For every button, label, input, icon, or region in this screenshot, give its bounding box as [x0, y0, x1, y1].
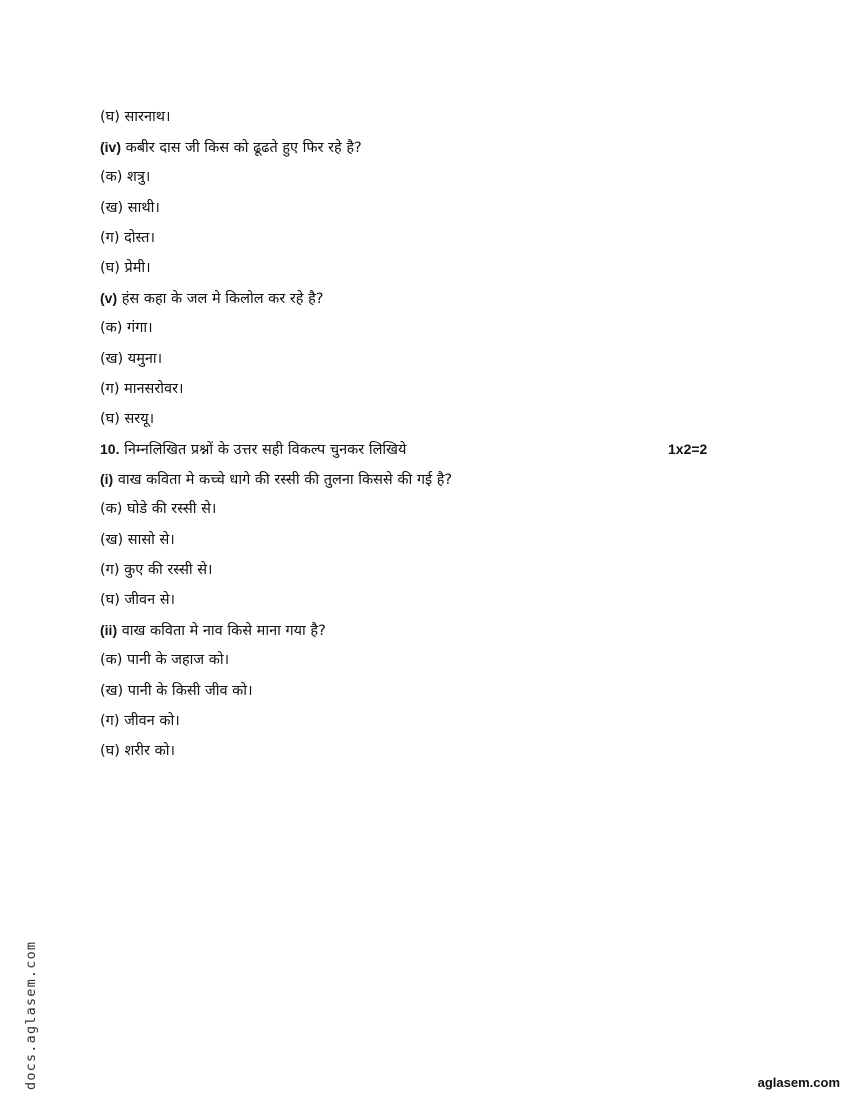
option-line: [100, 555, 740, 585]
side-watermark: docs.aglasem.com: [23, 940, 39, 1090]
option-text: (घ) प्रेमी।: [100, 259, 151, 276]
option-text: (ख) पानी के किसी जीव को।: [100, 682, 253, 699]
section-heading-line: [100, 434, 740, 464]
footer-brand: aglasem.com: [757, 1075, 840, 1090]
option-line: [100, 706, 740, 736]
option-text: (क) पानी के जहाज को।: [100, 652, 230, 669]
question-line: [100, 615, 740, 645]
option-text: (घ) सरयू।: [100, 410, 155, 427]
option-text: (घ) सारनाथ।: [100, 109, 171, 125]
option-line: [100, 102, 740, 132]
option-line: [100, 404, 740, 434]
option-line: [100, 525, 740, 555]
marks-label: 1x2=2: [668, 441, 708, 458]
question-text: हंस कहा के जल मे किलोल कर रहे है?: [117, 291, 324, 308]
option-line: [100, 676, 740, 706]
question-content: [100, 102, 740, 766]
option-text: (ग) कुए की रस्सी से।: [100, 561, 213, 578]
question-line: [100, 464, 740, 494]
option-text: (ग) जीवन को।: [100, 712, 180, 729]
option-line: [100, 223, 740, 253]
question-text: कबीर दास जी किस को ढूढते हुए फिर रहे है?: [121, 140, 362, 157]
option-text: (घ) शरीर को।: [100, 742, 175, 759]
option-line: [100, 313, 740, 343]
option-line: [100, 374, 740, 404]
question-text: निम्नलिखित प्रश्नों के उत्तर सही विकल्प चुनकर लिखिये: [119, 442, 407, 459]
option-line: [100, 645, 740, 675]
option-line: [100, 494, 740, 524]
question-line: [100, 132, 740, 162]
option-line: [100, 344, 740, 374]
question-line: [100, 283, 740, 313]
question-number: (ii): [100, 622, 118, 639]
option-text: (ग) दोस्त।: [100, 229, 155, 246]
question-number: (iv): [100, 139, 121, 156]
question-text: वाख कविता मे कच्चे धागे की रस्सी की तुलना किससे की गई है?: [113, 472, 453, 489]
question-number: 10.: [100, 441, 120, 458]
question-text: वाख कविता मे नाव किसे माना गया है?: [117, 623, 326, 640]
option-text: (घ) जीवन से।: [100, 592, 176, 608]
option-text: (ख) सासो से।: [100, 531, 175, 548]
option-text: (ख) साथी।: [100, 199, 160, 216]
option-text: (क) शत्रु।: [100, 169, 151, 186]
option-text: (क) घोडे की रस्सी से।: [100, 501, 217, 518]
option-line: [100, 193, 740, 223]
option-text: (ख) यमुना।: [100, 350, 163, 367]
question-number: (i): [100, 471, 114, 488]
option-line: [100, 253, 740, 283]
question-number: (v): [100, 290, 118, 307]
option-line: [100, 736, 740, 766]
option-line: [100, 585, 740, 615]
option-text: (क) गंगा।: [100, 320, 153, 337]
option-text: (ग) मानसरोवर।: [100, 380, 184, 397]
option-line: [100, 162, 740, 192]
